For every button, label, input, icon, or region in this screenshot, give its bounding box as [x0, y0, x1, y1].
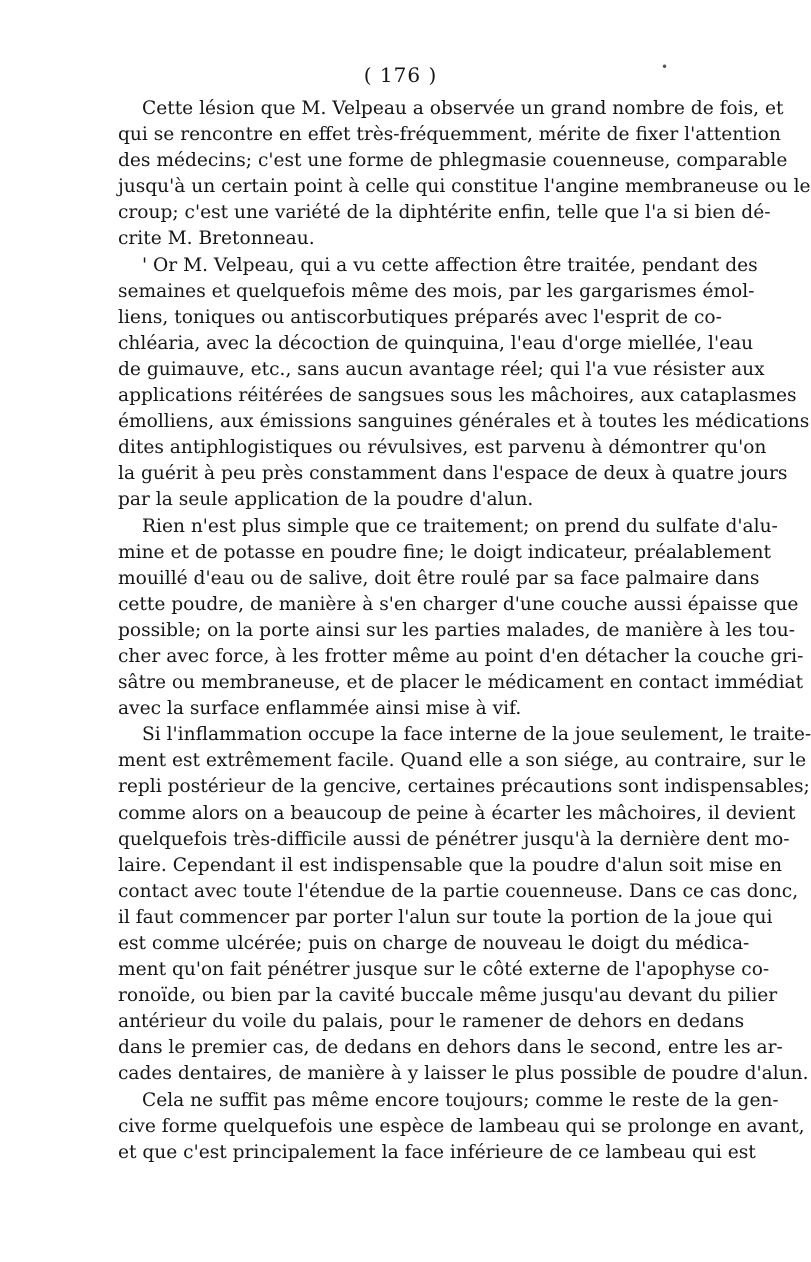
text-line: mouillé d'eau ou de salive, doit être roulé par sa face palmaire dans — [118, 567, 760, 589]
paragraph-3 — [118, 514, 804, 723]
text-line: cher avec force, à les frotter même au point d'en détacher la couche gri- — [118, 645, 804, 667]
text-line: semaines et quelquefois même des mois, par les gargarismes émol- — [118, 280, 755, 302]
text-line: possible; on la porte ainsi sur les parties malades, de manière à les tou- — [118, 619, 796, 641]
text-line: antérieur du voile du palais, pour le ramener de dehors en dedans — [118, 1011, 745, 1033]
text-line: cette poudre, de manière à s'en charger d'une couche aussi épaisse que — [118, 593, 799, 615]
corner-mark: • — [661, 60, 669, 74]
text-line: dans le premier cas, de dedans en dehors dans le second, entre les ar- — [118, 1037, 783, 1059]
paragraph-1 — [118, 96, 811, 253]
text-line: sâtre ou membraneuse, et de placer le médicament en contact immédiat — [118, 672, 804, 694]
text-line: ment est extrêmement facile. Quand elle a son siége, au contraire, sur le — [118, 750, 807, 772]
text-line: et que c'est principalement la face inférieure de ce lambeau qui est — [118, 1141, 756, 1163]
text-line: Cette lésion que M. Velpeau a observée un grand nombre de fois, et — [142, 98, 784, 119]
paragraph-4 — [118, 722, 811, 1087]
page-number: ( 176 ) — [363, 63, 438, 87]
text-line: par la seule application de la poudre d'alun. — [118, 489, 534, 511]
paragraph-5 — [118, 1088, 805, 1166]
text-line: Si l'inflammation occupe la face interne de la joue seulement, le traite- — [142, 724, 811, 746]
text-line: qui se rencontre en effet très-fréquemment, mérite de fixer l'attention — [118, 124, 781, 146]
text-line: il faut commencer par porter l'alun sur toute la portion de la joue qui — [118, 906, 773, 928]
text-line: ronoïde, ou bien par la cavité buccale même jusqu'au devant du pilier — [118, 985, 778, 1007]
text-line: contact avec toute l'étendue de la partie couenneuse. Dans ce cas donc, — [118, 880, 799, 902]
text-line: laire. Cependant il est indispensable que la poudre d'alun soit mise en — [118, 854, 782, 876]
text-line: quelquefois très-difficile aussi de pénétrer jusqu'à la dernière dent mo- — [118, 828, 790, 850]
text-line: émolliens, aux émissions sanguines générales et à toutes les médications — [118, 411, 810, 433]
text-line: mine et de potasse en poudre fine; le doigt indicateur, préalablement — [118, 541, 771, 563]
text-line: chléaria, avec la décoction de quinquina, l'eau d'orge miellée, l'eau — [118, 332, 754, 354]
text-line: dites antiphlogistiques ou révulsives, est parvenu à démontrer qu'on — [118, 437, 767, 459]
text-line: est comme ulcérée; puis on charge de nouveau le doigt du médica- — [118, 933, 750, 954]
text-line: cades dentaires, de manière à y laisser le plus possible de poudre d'alun. — [118, 1063, 809, 1085]
text-line: croup; c'est une variété de la diphtérite enfin, telle que l'a si bien dé- — [118, 202, 771, 224]
text-line: ment qu'on fait pénétrer jusque sur le côté externe de l'apophyse co- — [118, 959, 770, 981]
text-line: comme alors on a beaucoup de peine à écarter les mâchoires, il devient — [118, 802, 796, 824]
text-line: liens, toniques ou antiscorbutiques préparés avec l'esprit de co- — [118, 306, 722, 328]
text-line: Rien n'est plus simple que ce traitement; on prend du sulfate d'alu- — [142, 515, 778, 537]
paragraph-2 — [118, 253, 810, 514]
text-line: applications réitérées de sangsues sous les mâchoires, aux cataplasmes — [118, 385, 797, 407]
text-line: la guérit à peu près constamment dans l'espace de deux à quatre jours — [118, 463, 788, 485]
text-line: cive forme quelquefois une espèce de lambeau qui se prolonge en avant, — [118, 1115, 805, 1137]
text-line: avec la surface enflammée ainsi mise à vif. — [118, 698, 522, 720]
text-line: des médecins; c'est une forme de phlegmasie couenneuse, comparable — [118, 150, 788, 172]
text-line: crite M. Bretonneau. — [118, 228, 315, 250]
text-line: ' Or M. Velpeau, qui a vu cette affection être traitée, pendant des — [142, 254, 758, 276]
book-page — [118, 62, 811, 1166]
text-line: Cela ne suffit pas même encore toujours; comme le reste de la gen- — [142, 1089, 779, 1111]
text-line: repli postérieur de la gencive, certaines précautions sont indispensables; — [118, 776, 810, 798]
text-line: jusqu'à un certain point à celle qui constitue l'angine membraneuse ou le — [118, 176, 811, 198]
text-line: de guimauve, etc., sans aucun avantage réel; qui l'a vue résister aux — [118, 358, 765, 380]
